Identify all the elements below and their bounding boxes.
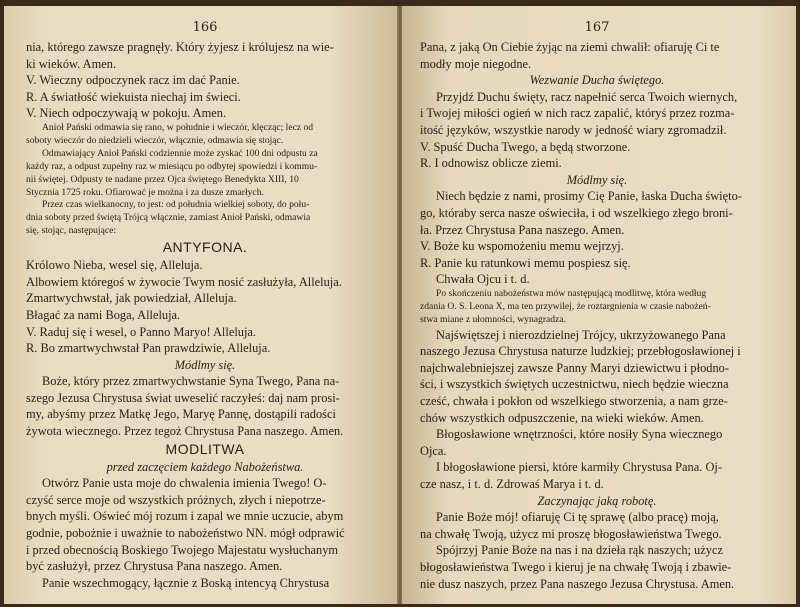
text-line: V. Spuść Ducha Twego, a będą stworzone. (420, 139, 631, 154)
text-line: R. Panie ku ratunkowi memu pospiesz się. (420, 255, 631, 270)
text-line: czyść serce moje od wszystkich próżnych, złych i niepotrze- (26, 492, 326, 507)
text-line: Panie wszechmogący, łącznie z Boską intencyą Chrystusa (42, 575, 330, 590)
text-line: Boże, który przez zmartwychwstanie Syna Twego, Pana na- (42, 374, 340, 389)
text-line: bnych myśli. Oświeć mój rozum i zapal we mnie uczucie, abym (26, 509, 344, 524)
text-line: ła. Przez Chrystusa Pana naszego. Amen. (420, 222, 625, 237)
text-line: nie dusz naszych, przez Pana naszego Jezusa Chrystusa. Amen. (420, 576, 735, 591)
text-line: nia, którego zawsze pragnęły. Który żyjesz i królujesz na wie- (26, 40, 334, 54)
text-line: każdy raz, a odpust zupełny raz w miesiącu po odbytej spowiedzi i kommu- (26, 160, 318, 172)
text-line: Zaczynając jaką robotę. (537, 493, 657, 508)
text-line: Anioł Pański odmawia się rano, w południe i wieczór, klęcząc; lecz od (42, 121, 314, 133)
text-line: Albowiem któregoś w żywocie Twym nosić zasłużyła, Alleluja. (26, 274, 342, 289)
text-line: ści, i wszystkich świętych uczestnictwu, niech będzie wieczna (420, 377, 729, 392)
text-line: stwa miane z ułomności, wynagradza. (420, 313, 566, 325)
text-line: ki wieków. Amen. (26, 56, 117, 71)
text-line: my, abyśmy przez Matkę Jego, Maryę Pannę, dostąpili radości (26, 407, 336, 422)
text-line: soboty wieczór do niedzieli wieczór, włącznie, odmawia się stojąc. (26, 134, 284, 146)
text-line: Wezwanie Ducha świętego. (529, 73, 665, 88)
right-page-text (420, 39, 774, 592)
text-line: Spójrzyj Panie Boże na nas i na dzieła rąk naszych; użycz (436, 543, 723, 558)
text-line: zdania O. S. Leona X, ma ten przywilej, że roztargnienia w czasie nabożeń- (420, 300, 711, 312)
text-line: szego Jezusa Chrystusa świat uweselić raczyłeś: daj nam prosi- (26, 390, 340, 405)
text-line: Ojca. (420, 443, 447, 458)
text-line: błogosławieństwa Twego i kieruj je na chwałę Twoją i zbawie- (420, 559, 732, 574)
text-line: ANTYFONA. (162, 239, 248, 256)
right-page (402, 6, 796, 604)
text-line: Najświętszej i nierozdzielnej Trójcy, ukrzyżowanego Pana (436, 327, 726, 342)
text-line: Otwórz Panie usta moje do chwalenia imienia Twego! O- (42, 476, 327, 491)
page-number-right: 167 (584, 20, 610, 35)
text-line: Po skończeniu nabożeństwa mów następującą modlitwę, która według (436, 287, 707, 299)
text-line: R. A światłość wiekuista niechaj im świeci. (26, 89, 241, 104)
text-line: R. Bo zmartwychwstał Pan prawdziwie, Alleluja. (26, 341, 271, 356)
text-line: Stycznia 1725 roku. Ofiarować je można i za dusze zmarłych. (26, 186, 264, 198)
text-line: żywota wiecznego. Przez tegoż Chrystusa Pana naszego. Amen. (26, 424, 344, 439)
text-line: modły moje niegodne. (420, 56, 532, 71)
text-line: Błogosławione wnętrzności, które nosiły Syna wiecznego (436, 427, 723, 442)
text-line: Przyjdź Duchu święty, racz napełnić serca Twoich wiernych, (436, 89, 738, 104)
text-line: Panie Boże mój! ofiaruję Ci tę sprawę (albo pracę) moją, (436, 510, 719, 525)
text-line: przed zaczęciem każdego Nabożeństwa. (106, 459, 304, 474)
text-line: Módlmy się. (174, 357, 236, 372)
text-line: cześć, chwała i pokłon od wszelkiego stworzenia, a nam grze- (420, 394, 728, 408)
text-line: się, stojąc, następujące: (26, 225, 117, 237)
text-line: cze nasz, i t. d. Zdrowaś Marya i t. d. (420, 476, 604, 491)
text-line: nii świętej. Odpusty te nadane przez Ojca świętego Benedykta XIII, 10 (26, 173, 299, 185)
text-line: Przez czas wielkanocny, to jest: od południa wielkiej soboty, do połu- (42, 199, 310, 211)
text-line: Pana, z jaką On Ciebie żyjąc na ziemi chwalił: ofiaruję Ci te (420, 40, 720, 54)
text-line: V. Wieczny odpoczynek racz im dać Panie. (26, 73, 240, 88)
text-line: go, któraby serca nasze oświeciła, i od wszelkiego złego broni- (420, 205, 733, 220)
text-line: i Twojej miłości ogień w nich racz zapalić, któryś przez rozma- (420, 106, 735, 121)
text-line: itość języków, wszystkie narody w jedność wiary zgromadził. (420, 122, 727, 137)
text-line: na chwałę Twoją, użycz mi proszę błogosławieństwa Twego. (420, 526, 722, 541)
left-page-text (26, 39, 384, 591)
text-line: Błagać za nami Boga, Alleluja. (26, 307, 181, 322)
text-line: V. Boże ku wspomożeniu memu wejrzyj. (420, 239, 624, 254)
text-line: chów wszystkich odpuszczenie, na wieki wieków. Amen. (420, 410, 704, 425)
text-line: naszego Jezusa Chrystusa naturze ludzkiej; przebłogosławionej i (420, 344, 741, 359)
text-line: dnia soboty przed świętą Trójcą włącznie, zamiast Anioł Pański, odmawia (26, 212, 311, 224)
text-line: być zasłużył, przez Chrystusa Pana naszego. Amen. (26, 559, 283, 574)
text-line: MODLITWA (165, 440, 245, 457)
page-number-left: 166 (192, 20, 218, 35)
text-line: R. I odnowisz oblicze ziemi. (420, 156, 562, 171)
text-line: Chwała Ojcu i t. d. (436, 272, 530, 287)
text-line: Niech będzie z nami, prosimy Cię Panie, łaska Ducha święto- (436, 189, 742, 204)
text-line: i przed obecnością Boskiego Twojego Majestatu wysłuchanym (26, 542, 339, 557)
text-line: V. Niech odpoczywają w pokoju. Amen. (26, 106, 227, 121)
text-line: I błogosławione piersi, które karmiły Chrystusa Pana. Oj- (436, 460, 722, 475)
left-page (4, 6, 398, 604)
text-line: Módlmy się. (566, 172, 628, 187)
text-line: Królowo Nieba, wesel się, Alleluja. (26, 258, 203, 273)
text-line: Zmartwychwstał, jak powiedział, Alleluja. (26, 291, 237, 306)
text-line: V. Raduj się i wesel, o Panno Maryo! Alleluja. (26, 324, 256, 339)
text-line: godnie, pobożnie i uważnie to nabożeństwo NN. mógł odprawić (26, 526, 345, 541)
text-line: najchwalebniejszej zawsze Panny Maryi dziewictwu i płodno- (420, 360, 729, 375)
text-line: Odmawiający Anioł Pański codziennie może zyskać 100 dni odpustu za (42, 147, 318, 159)
